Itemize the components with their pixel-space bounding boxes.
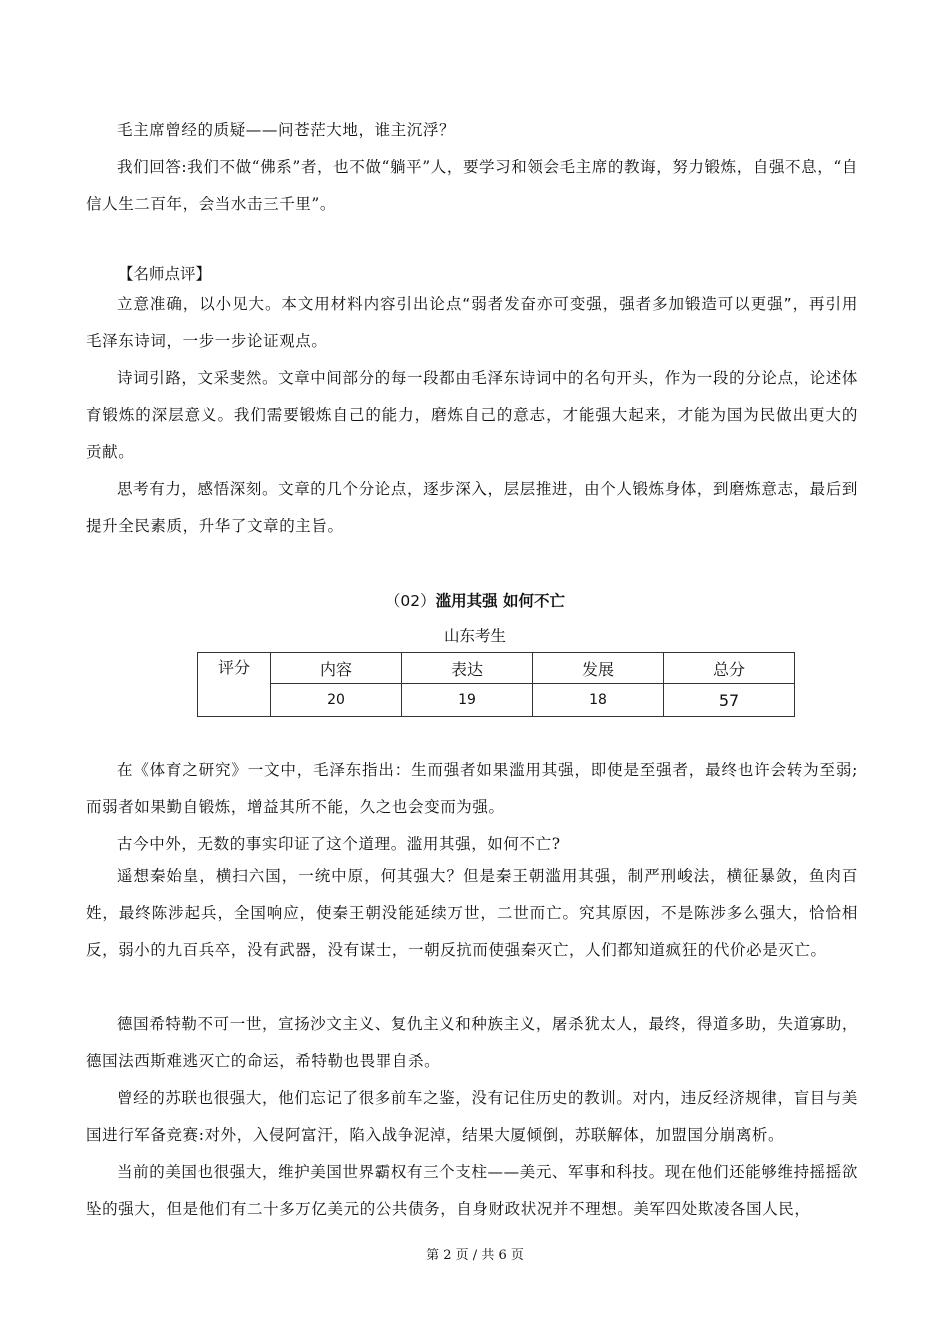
score-header-total: 总分 (664, 653, 795, 684)
score-table (197, 652, 795, 717)
score-table-value-row (198, 684, 795, 717)
score-label-cell: 评分 (198, 653, 271, 717)
essay-title (0, 589, 950, 611)
body-paragraph-3: 遥想秦始皇，横扫六国，一统中原，何其强大？但是秦王朝滥用其强，制严刑峻法，横征暴敛，鱼肉百姓，最终陈涉起兵，全国响应，使秦王朝没能延续万世，二世而亡。究其原因，不是陈涉多么强大，恰恰相反，弱小的九百兵卒，没有武器，没有谋士，一朝反抗而使强秦灭亡，人们都知道疯狂的代价必是灭亡。 (86, 867, 858, 959)
body-paragraph-2: 古今中外，无数的事实印证了这个道理。滥用其强，如何不亡? (117, 835, 561, 853)
body-paragraph-5: 曾经的苏联也很强大，他们忘记了很多前车之鉴，没有记住历史的教训。对内，违反经济规律，盲目与美国进行军备竞赛:对外，入侵阿富汗，陷入战争泥淖，结果大厦倾倒，苏联解体，加盟国分崩离析。 (86, 1089, 858, 1144)
score-value-development: 18 (533, 684, 664, 717)
review-paragraph-2: 诗词引路，文采斐然。文章中间部分的每一段都由毛泽东诗词中的名句开头，作为一段的分论点，论述体育锻炼的深层意义。我们需要锻炼自己的能力，磨炼自己的意志，才能强大起来，才能为国为民做出更大的贡献。 (86, 369, 858, 461)
intro-paragraph-1: 毛主席曾经的质疑——问苍茫大地，谁主沉浮？ (117, 121, 456, 139)
essay-author: 山东考生 (443, 627, 506, 645)
body-paragraph-1: 在《体育之研究》一文中，毛泽东指出：生而强者如果滥用其强，即使是至强者，最终也许会转为至弱;而弱者如果勤自锻炼，增益其所不能，久之也会变而为强。 (86, 761, 858, 816)
score-header-development: 发展 (533, 653, 664, 684)
score-value-total: 57 (664, 684, 795, 717)
review-paragraph-3: 思考有力，感悟深刻。文章的几个分论点，逐步深入，层层推进，由个人锻炼身体，到磨炼意志，最后到提升全民素质，升华了文章的主旨。 (86, 480, 858, 535)
body-paragraph-6: 当前的美国也很强大，维护美国世界霸权有三个支柱——美元、军事和科技。现在他们还能够维持摇摇欲坠的强大，但是他们有二十多万亿美元的公共债务，自身财政状况并不理想。美军四处欺凌各国人民， (86, 1163, 858, 1218)
essay-title-text: 滥用其强 如何不亡 (435, 592, 566, 610)
intro-paragraph-2: 我们回答:我们不做“佛系”者，也不做“躺平”人，要学习和领会毛主席的教诲，努力锻炼，自强不息，“自信人生二百年，会当水击三千里”。 (86, 158, 858, 213)
body-paragraph-4: 德国希特勒不可一世，宣扬沙文主义、复仇主义和种族主义，屠杀犹太人，最终，得道多助，失道寡助，德国法西斯难逃灭亡的命运，希特勒也畏罪自杀。 (86, 1015, 858, 1070)
score-value-expression: 19 (402, 684, 533, 717)
score-value-content: 20 (271, 684, 402, 717)
score-header-expression: 表达 (402, 653, 533, 684)
page-footer: 第 2 页 / 共 6 页 (426, 1248, 524, 1263)
essay-number: （02） (384, 592, 436, 610)
review-paragraph-1: 立意准确，以小见大。本文用材料内容引出论点“弱者发奋亦可变强，强者多加锻造可以更强”，再引用毛泽东诗词，一步一步论证观点。 (86, 295, 858, 350)
score-table-header-row (198, 653, 795, 684)
score-header-content: 内容 (271, 653, 402, 684)
review-heading: 【名师点评】 (118, 265, 212, 283)
